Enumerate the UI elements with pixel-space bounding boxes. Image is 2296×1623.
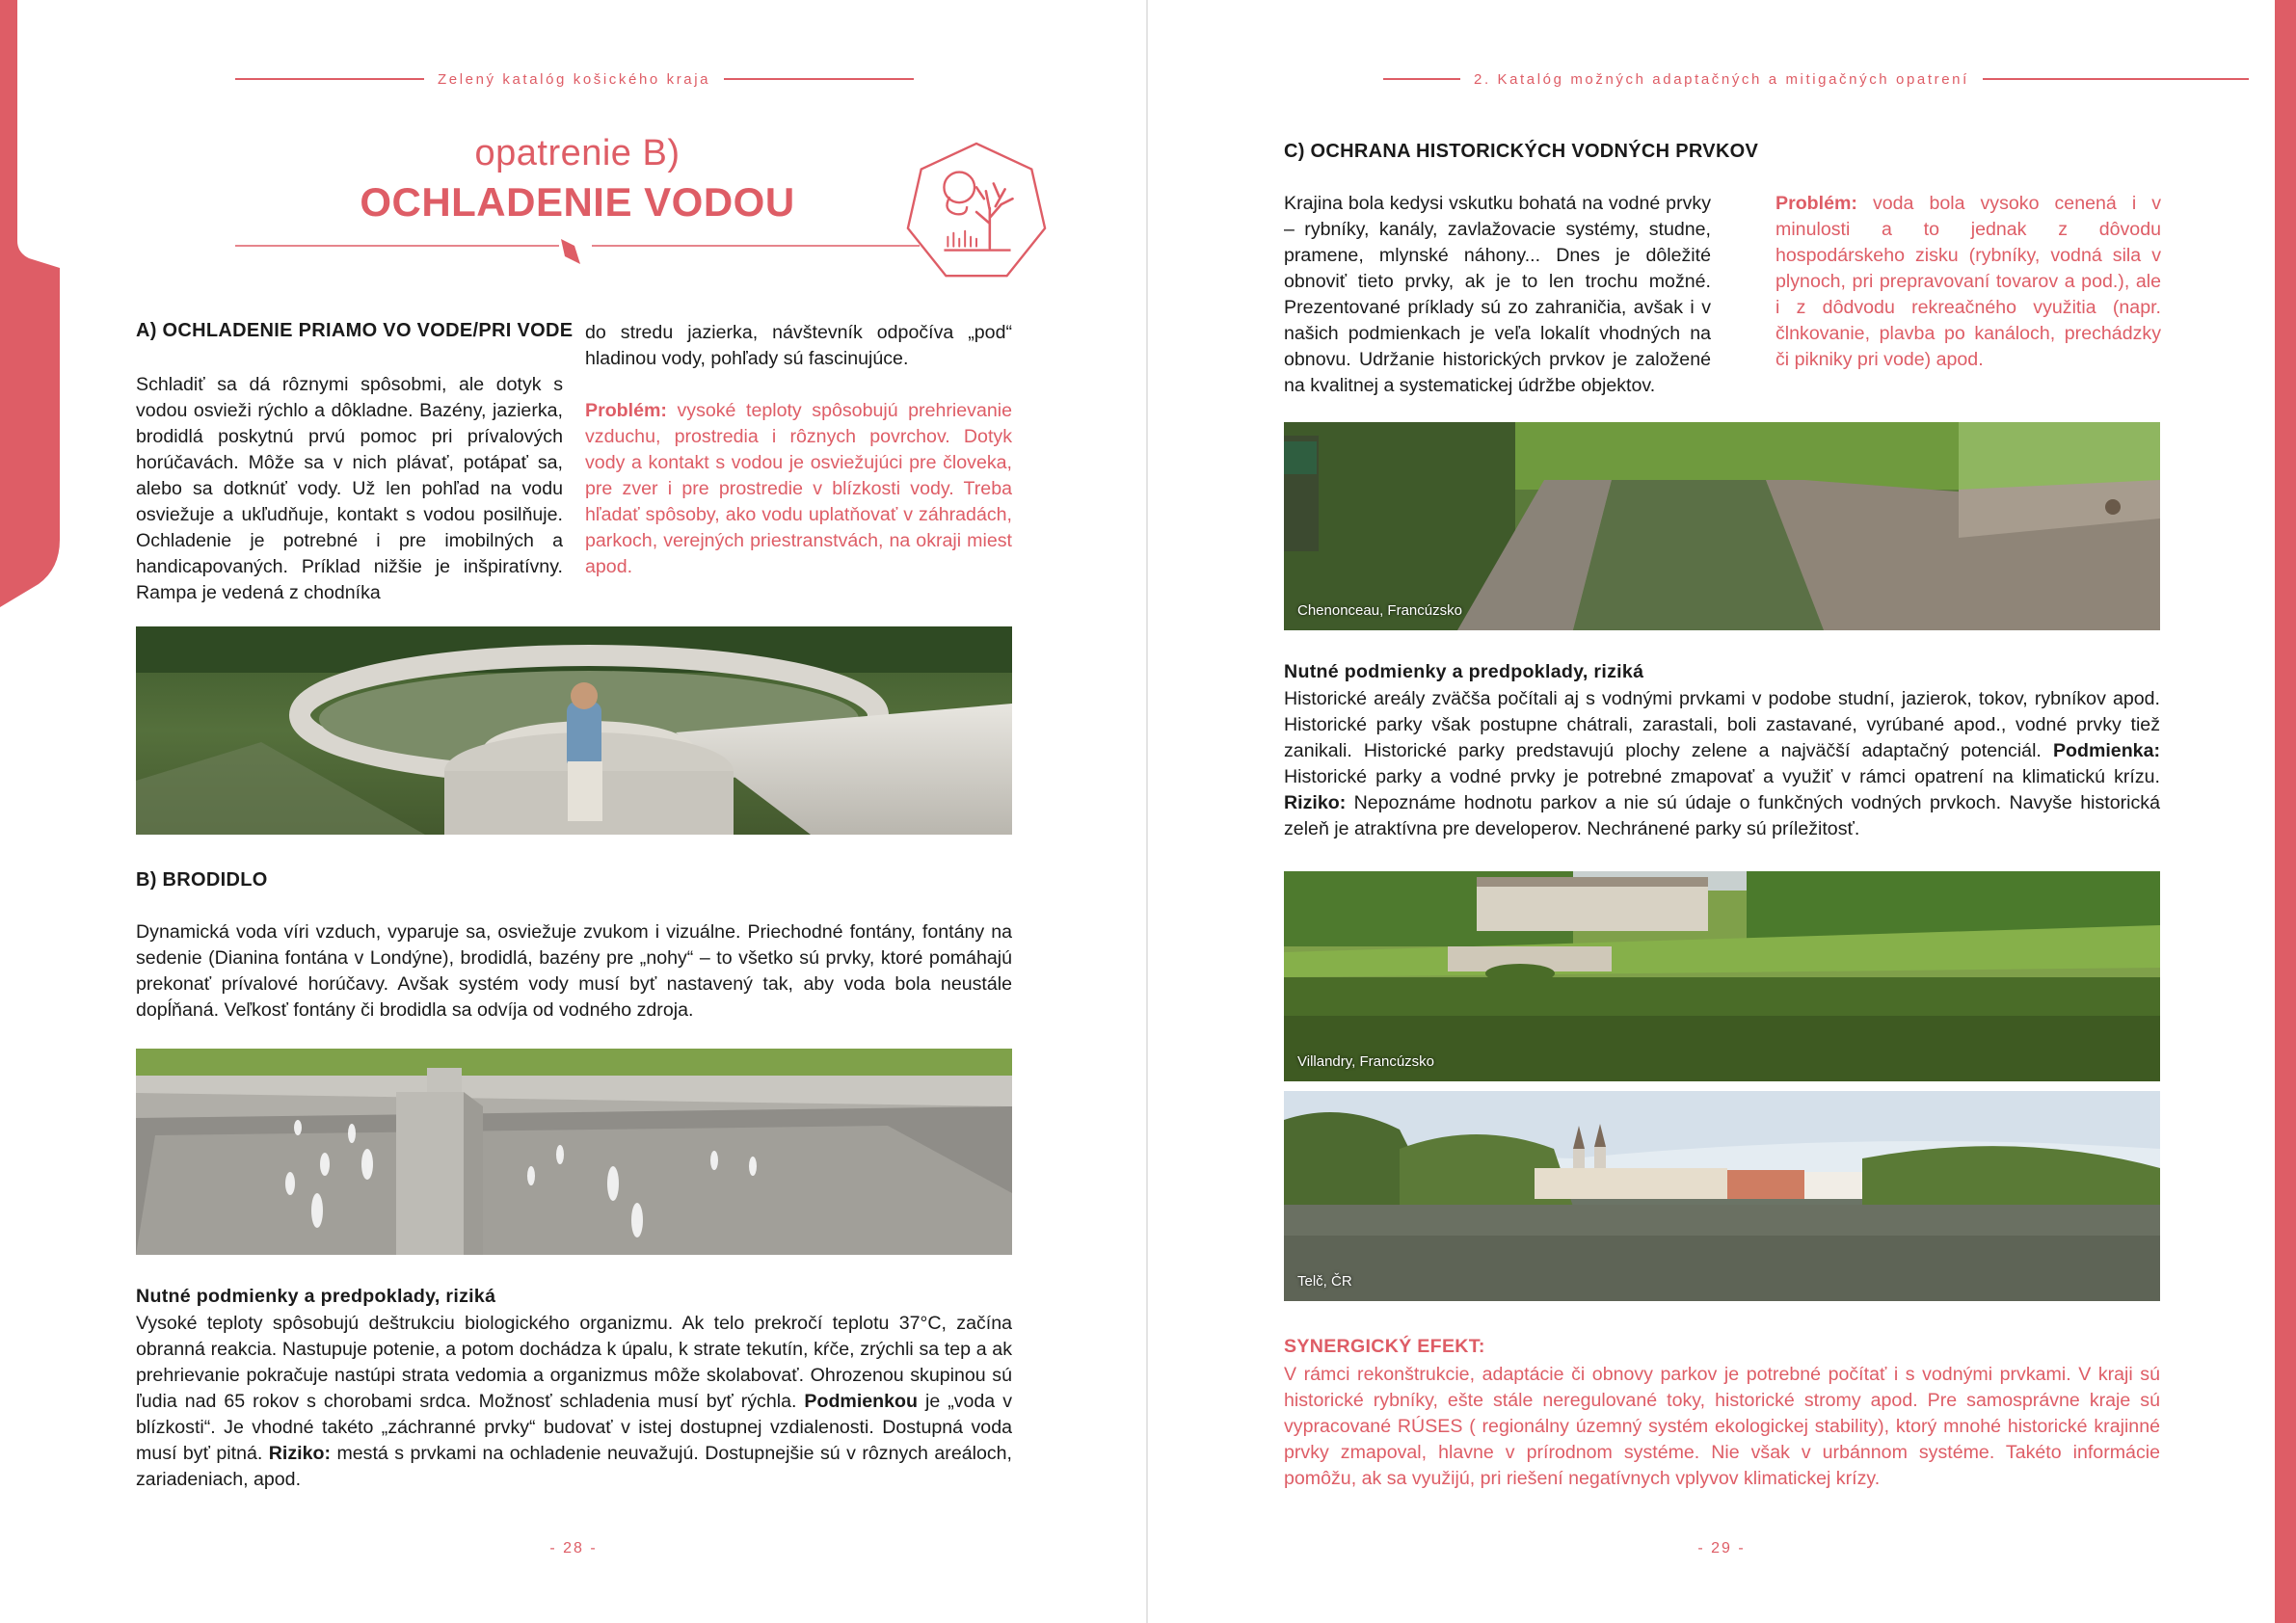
label-podmienka: Podmienka:	[2052, 740, 2160, 761]
running-head-text: 2. Katalóg možných adaptačných a mitigačných opatrení	[1474, 70, 1969, 88]
section-c-text: Krajina bola kedysi vskutku bohatá na vodné prvky – rybníky, kanály, zavlažovacie systémy, studne, pramene, mlynské náhony... Dnes je dôležité obnoviť tieto prvky, ak je to len trochu možné. Prezentované príklady sú zo zahraničia, avšak i v našich podmienkach je veľa lokalít vhodných na obnovu. Udržanie historických prvkov je založené na kvalitnej a systematickej údržbe objektov.	[1284, 193, 1711, 396]
conditions-text-right	[1284, 686, 2160, 842]
conditions-text-left	[136, 1311, 1012, 1493]
problem-text: vysoké teploty spôsobujú prehrievanie vzduchu, prostredia i rôznych povrchov. Dotyk vody a kontakt s vodou je osviežujúci pre človeka, pre zver i pre prostredie v blízkosti vody. Treba hľadať spôsoby, ako vodu uplatňovať v záhradách, parkoch, verejných priestranstvách, na okraji miest apod.	[585, 400, 1012, 577]
section-c-heading: C) OCHRANA HISTORICKÝCH VODNÝCH PRVKOV	[1284, 141, 1759, 162]
photo-caption-chenonceau: Chenonceau, Francúzsko	[1297, 602, 1462, 619]
conditions-text3: mestá s prvkami na ochladenie neuvažujú. Dostupnejšie sú v rôznych areáloch, zariadeniach, apod.	[136, 1443, 1013, 1490]
section-b-heading: B) BRODIDLO	[136, 869, 268, 891]
title-subtitle: opatrenie B)	[474, 133, 681, 173]
synergy-heading: SYNERGICKÝ EFEKT:	[1284, 1336, 1485, 1357]
conditions-text1: Vysoké teploty spôsobujú deštrukciu biologického organizmu. Ak telo prekročí teplotu 37°C, začína obranná reakcia. Nastupuje potenie, a potom dochádza k úpalu, k strate tekutín, kŕče, zrýchli sa tep a ak prehrievanie pokračuje nastúpi strata vedomia a organizmus môže skolabovať. Ohrozenou skupinou sú ľudia nad 65 rokov s chorobami srdca. Možnosť schladenia musí byť rýchla.	[136, 1313, 1012, 1412]
problem-label: Problém:	[585, 400, 667, 421]
conditions-text3: Nepoznáme hodnotu parkov a nie sú údaje o funkčných vodných prvkoch. Navyše historická zeleň je atraktívna pre developerov. Nechránené parky sú príležitosť.	[1284, 792, 2160, 839]
conditions-heading-right: Nutné podmienky a predpoklady, riziká	[1284, 661, 1644, 682]
photo-fountain	[136, 1049, 1012, 1255]
photo-chenonceau	[1284, 422, 2160, 630]
label-riziko: Riziko:	[268, 1443, 332, 1464]
problem-label: Problém:	[1775, 193, 1857, 214]
title-main: OCHLADENIE VODOU	[360, 179, 795, 225]
conditions-text2: Historické parky a vodné prvky je potrebné zmapovať a využiť v rámci opatrení na klimatickú krízu.	[1284, 766, 2160, 787]
section-a-heading: A) OCHLADENIE PRIAMO VO VODE/PRI VODE	[136, 320, 574, 341]
conditions-heading-left: Nutné podmienky a predpoklady, riziká	[136, 1286, 496, 1307]
synergy-text: V rámci rekonštrukcie, adaptácie či obnovy parkov je potrebné počítať i s vodnými prvkami. V kraji sú historické rybníky, ešte stále neregulované toky, historické stromy apod. Pre samosprávne kraje sú vypracované RÚSES ( regionálny územný systém ekologickej stability), ktorý mnohé historické krajinné prvky zmapoval, hlavne v prírodnom systéme. Nie však v urbánnom systéme. Takéto informácie pomôžu, ak sa využijú, pri riešení negatívnych vplyvov klimatickej krízy.	[1284, 1364, 2160, 1489]
title-block	[235, 125, 920, 279]
photo-villandry	[1284, 871, 2160, 1081]
page-number-left: - 28 -	[549, 1540, 598, 1556]
tree-heptagon-icon	[900, 138, 1053, 290]
conditions-text1: Historické areály zväčša počítali aj s vodnými prvkami v podobe studní, jazierok, tokov, rybníkov apod. Historické parky však postupne chátrali, zarastali, boli zastavané, vyrúbané apod., vodné prvky tiež zanikali. Historické parky predstavujú plochy zelene a najväčší adaptačný potenciál.	[1284, 688, 2160, 761]
label-podmienkou: Podmienkou	[804, 1391, 918, 1412]
photo-circular-pool	[136, 626, 1012, 835]
page-number-right: - 29 -	[1697, 1540, 1746, 1556]
section-b-text: Dynamická voda víri vzduch, vyparuje sa, osviežuje zvukom i vizuálne. Priechodné fontány, fontány na sedenie (Dianina fontána v Londýne), brodidlá, bazény pre „nohy“ – to všetko sú prvky, ktoré pomáhajú prekonať prívalové horúčavy. Avšak systém vody musí byť nastavený tak, aby voda bola neustále dopĺňaná. Veľkosť fontány či brodidla sa odvíja od vodného zdroja.	[136, 921, 1012, 1021]
photo-telc	[1284, 1091, 2160, 1301]
label-riziko: Riziko:	[1284, 792, 1347, 813]
section-a-text-col1: Schladiť sa dá rôznymi spôsobmi, ale dotyk s vodou osvieži rýchlo a dôkladne. Bazény, jazierka, brodidlá poskytnú prvú pomoc pri prívalových horúčavách. Môže sa v nich plávať, potápať sa, alebo sa dotknúť vody. Už len pohľad na vodu osviežuje a ukľudňuje, kontakt s vodou posilňuje. Ochladenie je potrebné i pre imobilných a handicapovaných. Príklad nižšie je inšpiratívny. Rampa je vedená z chodníka	[136, 374, 563, 603]
red-edge-strip	[2275, 0, 2296, 1623]
right-page	[1148, 0, 2296, 1623]
section-a-problem	[585, 398, 1012, 580]
section-a-text-col2: do stredu jazierka, návštevník odpočíva „pod“ hladinou vody, pohľady sú fascinujúce.	[585, 322, 1012, 369]
problem-text: voda bola vysoko cenená i v minulosti a to jednak z dôvodu hospodárskeho zisku (rybníky, vodná sila v plynoch, pri prepravovaní tovarov a pod.), ale i z dôdvodu rekreačného využitia (napr. člnkovanie, plavba po kanáloch, prechádzky či pikniky pri vode) apod.	[1775, 193, 2161, 370]
photo-caption-villandry: Villandry, Francúzsko	[1297, 1053, 1435, 1070]
running-head-left	[235, 69, 914, 89]
conditions-text2: je „voda v blízkosti“. Je vhodné takéto „záchranné prvky“ budovať v istej dostupnej vzdialenosti. Dostupná voda musí byť pitná.	[136, 1391, 1012, 1464]
section-c-problem	[1775, 191, 2161, 373]
red-edge-tab	[0, 0, 60, 607]
photo-caption-telc: Telč, ČR	[1297, 1273, 1352, 1290]
running-head-right	[1383, 69, 2249, 89]
running-head-text: Zelený katalóg košického kraja	[438, 70, 711, 88]
title-underline	[235, 239, 920, 268]
